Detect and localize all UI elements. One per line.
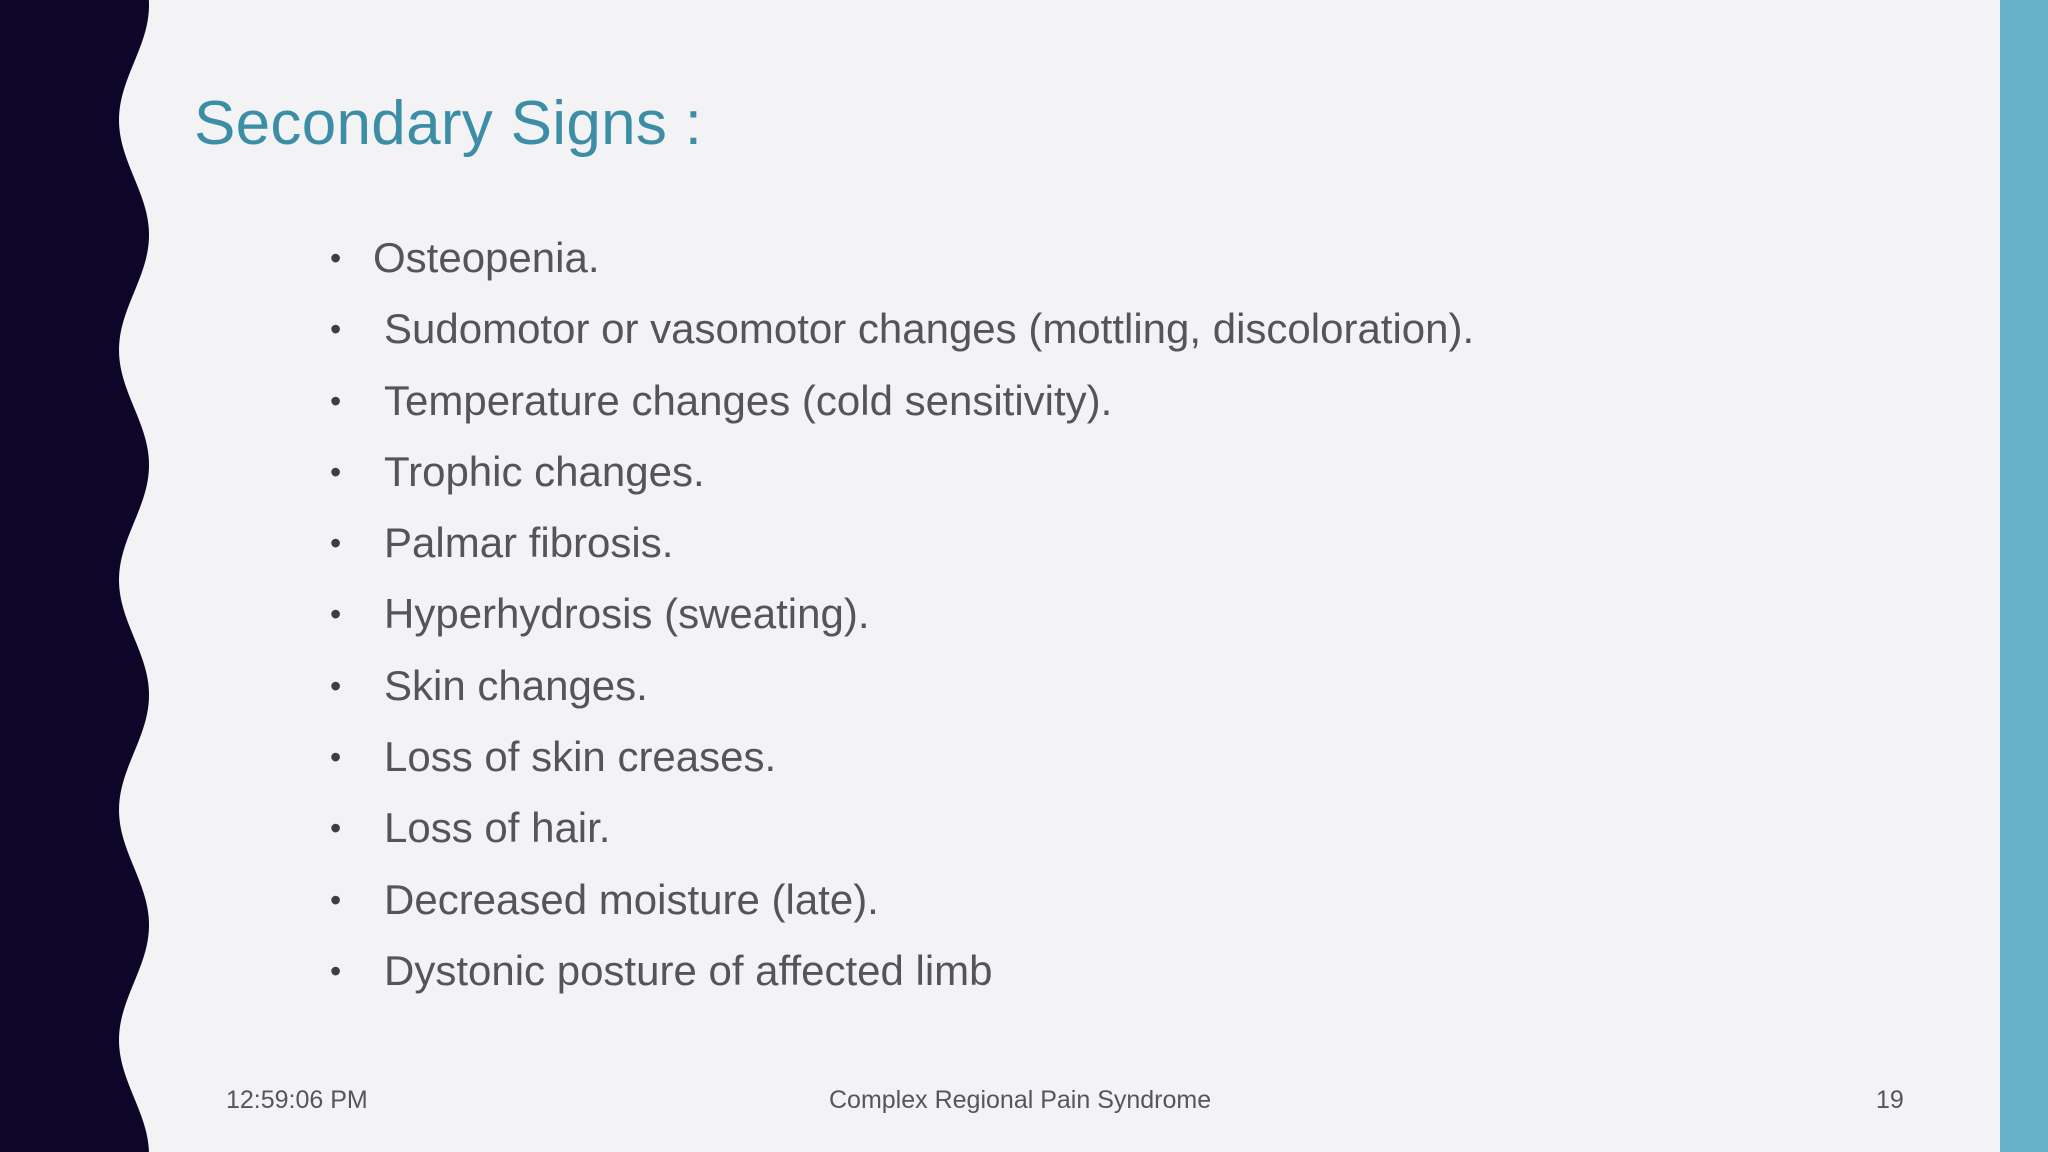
bullet-text: Osteopenia. (373, 234, 600, 281)
bullet-dot: • (330, 240, 342, 276)
bullet-text: Temperature changes (cold sensitivity). (384, 376, 1113, 424)
right-accent-bar (2000, 0, 2048, 1152)
bullet-text: Sudomotor or vasomotor changes (mottling, discoloration). (384, 305, 1475, 353)
footer-title: Complex Regional Pain Syndrome (829, 1086, 1212, 1114)
bullet-dot: • (330, 881, 342, 918)
bullet-text: Dystonic posture of affected limb (384, 946, 993, 994)
left-wave-band (0, 0, 160, 1152)
slide-title: Secondary Signs : (194, 89, 703, 158)
bullet-dot: • (330, 667, 342, 704)
bullet-dot: • (330, 739, 342, 776)
bullet-text: Palmar fibrosis. (384, 519, 674, 567)
footer-page-number: 19 (1876, 1086, 1904, 1114)
bullet-dot: • (330, 453, 342, 490)
bullet-text: Skin changes. (384, 661, 648, 709)
bullet-text: Loss of skin creases. (384, 733, 777, 781)
bullet-dot: • (330, 311, 342, 348)
bullet-text: Loss of hair. (384, 804, 611, 852)
bullet-dot: • (330, 952, 342, 989)
footer-time: 12:59:06 PM (226, 1086, 368, 1114)
bullet-text: Hyperhydrosis (sweating). (384, 590, 870, 638)
bullet-text: Decreased moisture (late). (384, 875, 879, 923)
bullet-dot: • (330, 382, 342, 419)
bullet-dot: • (330, 596, 342, 633)
bullet-dot: • (330, 525, 342, 562)
bullet-dot: • (330, 810, 342, 847)
bullet-text: Trophic changes. (384, 447, 705, 495)
